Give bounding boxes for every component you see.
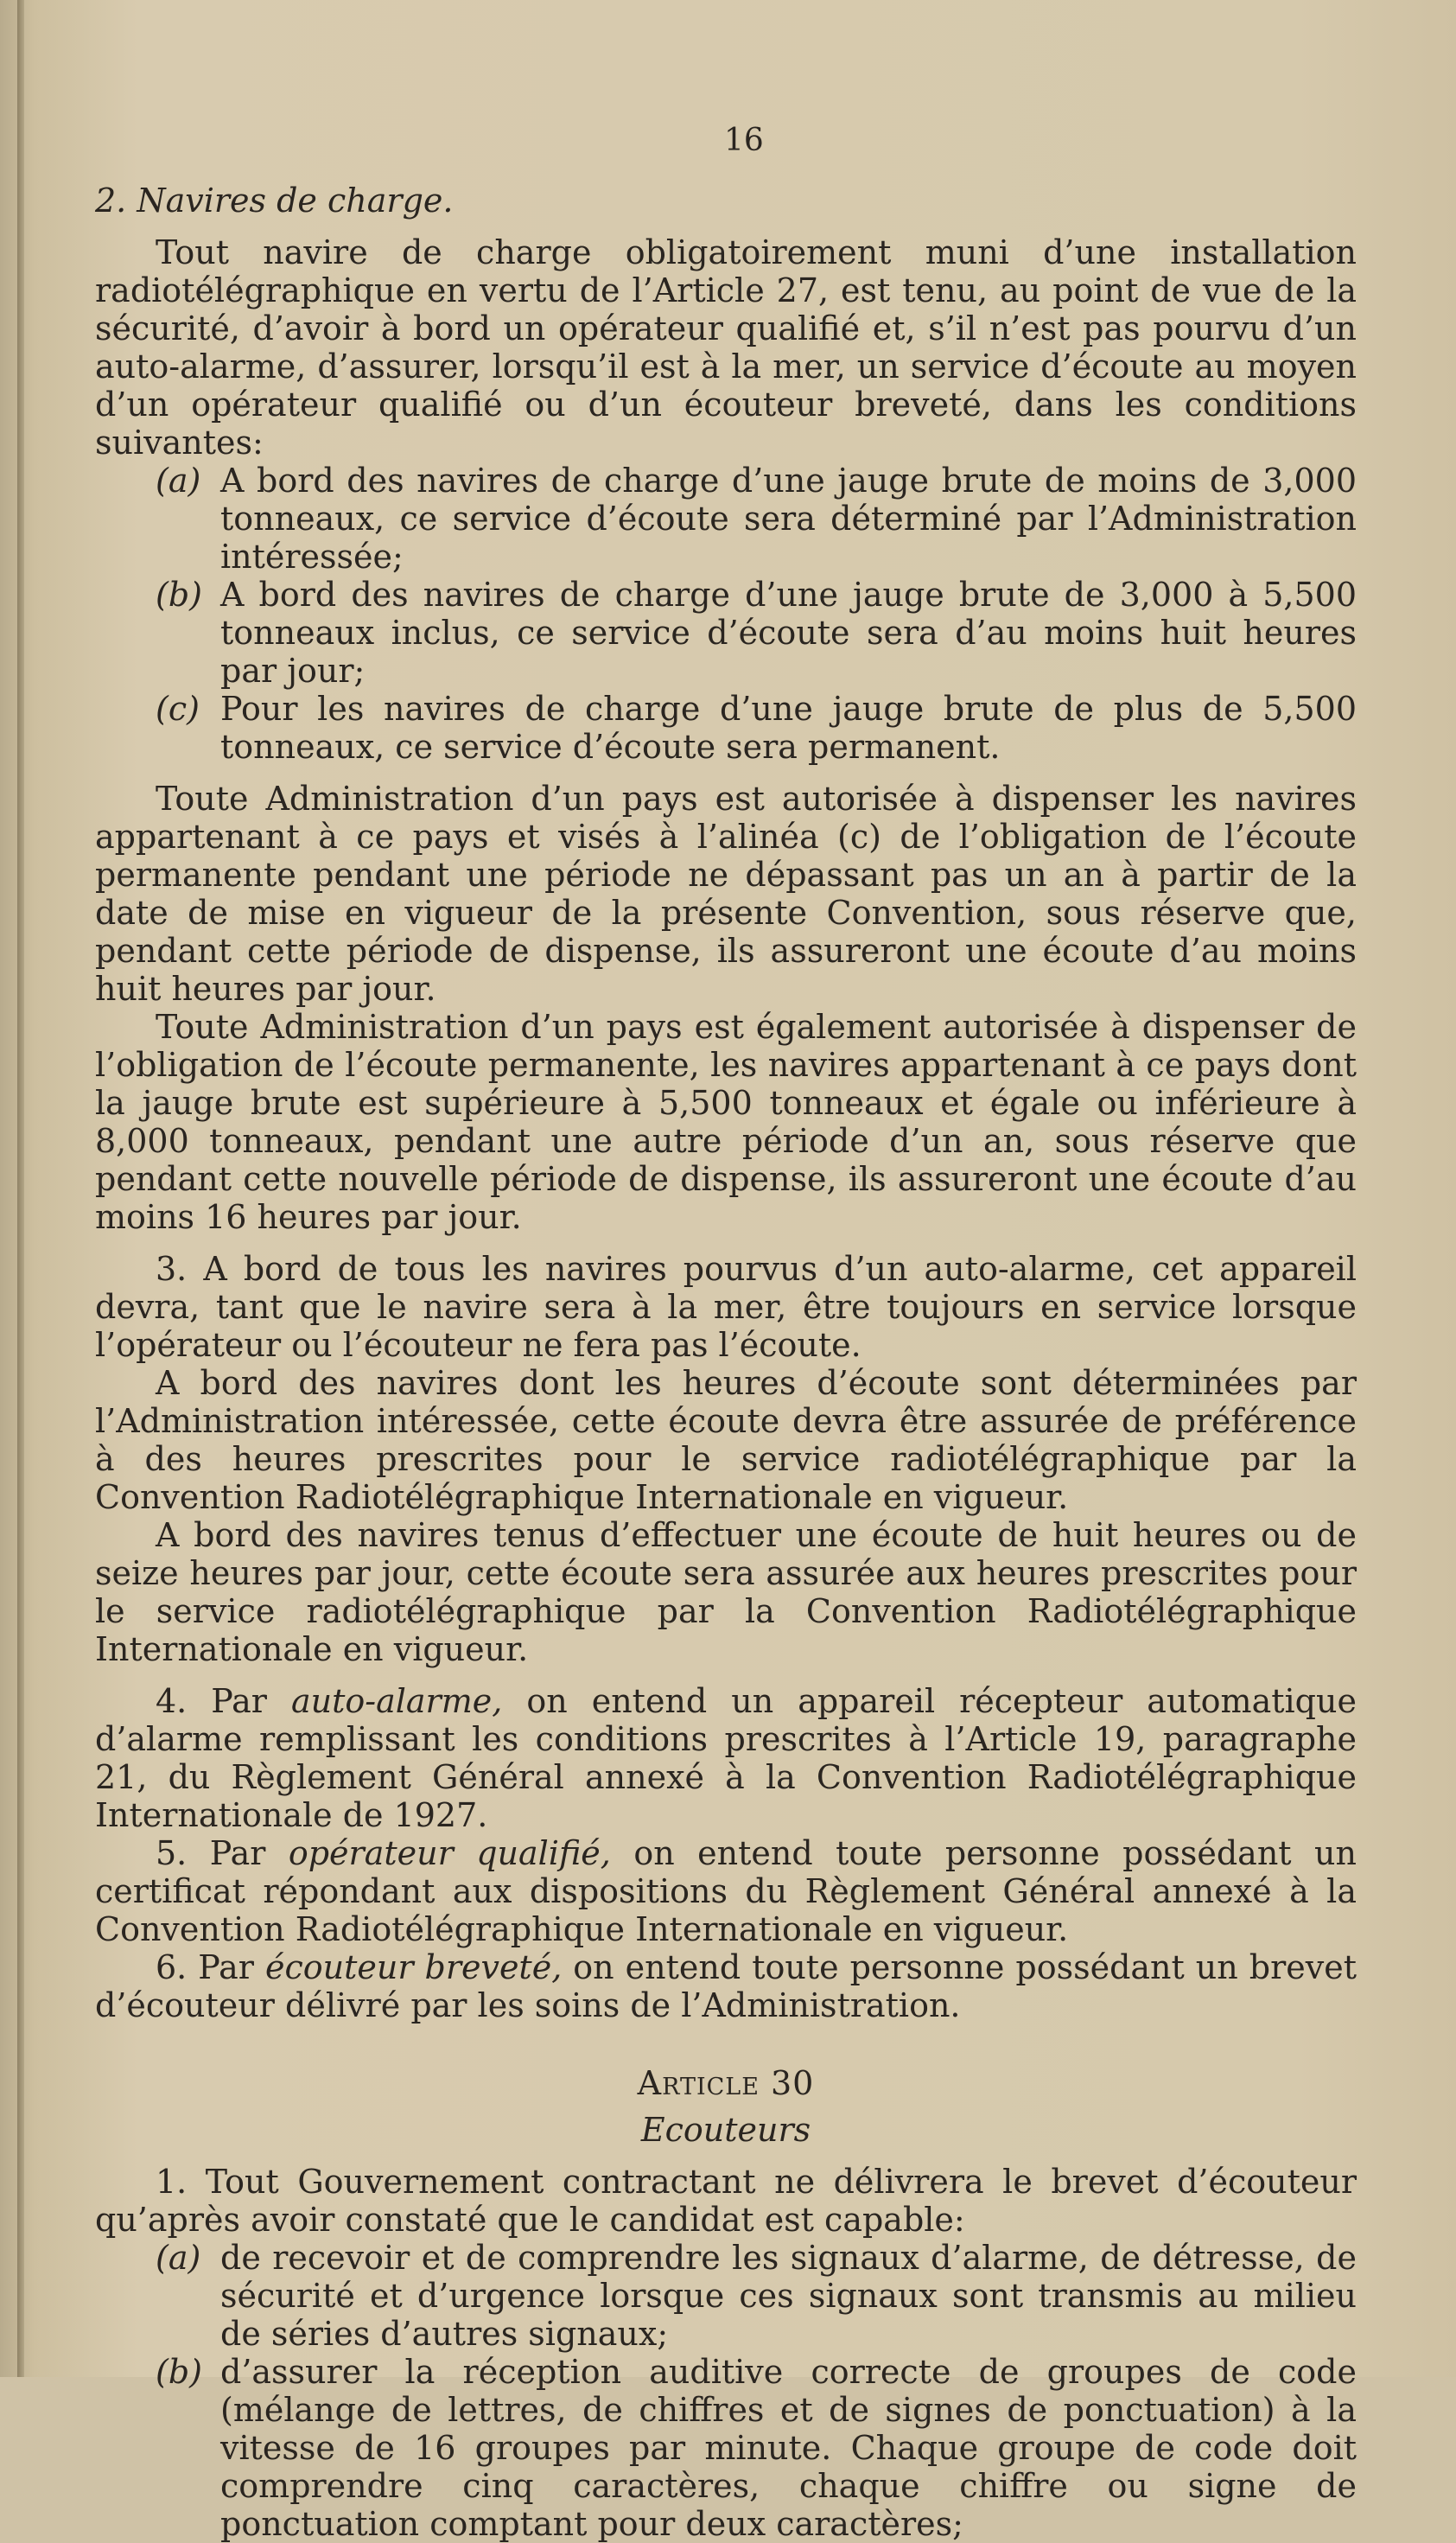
page-number: 16 (724, 123, 764, 158)
list-item-text: Pour les navires de charge d’une jauge brute de plus de 5,500 tonneaux, ce service d’écoute sera permanent. (220, 690, 1357, 766)
list-item-label: (c) (156, 690, 200, 728)
page-body (95, 121, 1357, 2543)
paragraph: Toute Administration d’un pays est également autorisée à dispenser de l’obligation de l’écoute permanente, les navires appartenant à ce pays dont la jauge brute est supérieure à 5,500 tonneaux et égale ou inférieure à 8,000 tonneaux, pendant une autre période d’un an, sous réserve que pendant cette nouvelle période de dispense, ils assureront une écoute d’au moins 16 heures par jour. (95, 1008, 1357, 1236)
list-item (95, 690, 1357, 766)
list-item-text: de recevoir et de comprendre les signaux d’alarme, de détresse, de sécurité et d’urgence lorsque ces signaux sont transmis au milieu de séries d’autres signaux; (220, 2239, 1357, 2353)
definition-operateur-qualifie: 5. Par opérateur qualifié, on entend toute personne possédant un certificat répondant aux dispositions du Règlement Général annexé à la Convention Radiotélégraphique Internationale en vigueur. (95, 1834, 1357, 1948)
paragraph: A bord des navires tenus d’effectuer une écoute de huit heures ou de seize heures par jour, cette écoute sera assurée aux heures prescrites pour le service radiotélégraphique par la Convention Radiotélégraphique Internationale en vigueur. (95, 1516, 1357, 1668)
section-heading-navires-de-charge: 2. Navires de charge. (95, 182, 454, 220)
article-title: Article 30 (637, 2064, 815, 2102)
article-subtitle: Ecouteurs (640, 2111, 811, 2149)
list-item (95, 462, 1357, 576)
list-item-text: A bord des navires de charge d’une jauge brute de moins de 3,000 tonneaux, ce service d’écoute sera déterminé par l’Administration intéressée; (220, 462, 1357, 576)
paragraph: 3. A bord de tous les navires pourvus d’un auto-alarme, cet appareil devra, tant que le navire sera à la mer, être toujours en service lorsque l’opérateur ou l’écouteur ne fera pas l’écoute. (95, 1250, 1357, 1364)
list-item-label: (a) (156, 2239, 201, 2277)
list-item (95, 576, 1357, 690)
page-binding-edge (17, 0, 24, 2377)
list-item-label: (a) (156, 462, 201, 500)
paragraph: 1. Tout Gouvernement contractant ne délivrera le brevet d’écouteur qu’après avoir constaté que le candidat est capable: (95, 2163, 1357, 2239)
paragraph: A bord des navires dont les heures d’écoute sont déterminées par l’Administration intéressée, cette écoute devra être assurée de préférence à des heures prescrites pour le service radiotélégraphique par la Convention Radiotélégraphique Internationale en vigueur. (95, 1364, 1357, 1516)
list-item-label: (b) (156, 576, 202, 614)
paragraph: Toute Administration d’un pays est autorisée à dispenser les navires appartenant à ce pays et visés à l’alinéa (c) de l’obligation de l’écoute permanente pendant une période ne dépassant pas un an à partir de la date de mise en vigueur de la présente Convention, sous réserve que, pendant cette période de dispense, ils assureront une écoute d’au moins huit heures par jour. (95, 780, 1357, 1008)
list-item (95, 2239, 1357, 2353)
definition-ecouteur-brevete: 6. Par écouteur breveté, on entend toute personne possédant un brevet d’écouteur délivré par les soins de l’Administration. (95, 1948, 1357, 2024)
list-item-text: d’assurer la réception auditive correcte de groupes de code (mélange de lettres, de chiffres et de signes de ponctuation) à la vitesse de 16 groupes par minute. Chaque groupe de code doit comprendre cinq caractères, chaque chiffre ou signe de ponctuation comptant pour deux caractères; (220, 2353, 1357, 2543)
definition-auto-alarme: 4. Par auto-alarme, on entend un appareil récepteur automatique d’alarme remplissant les conditions prescrites à l’Article 19, paragraphe 21, du Règlement Général annexé à la Convention Radiotélégraphique Internationale de 1927. (95, 1682, 1357, 1834)
paragraph: Tout navire de charge obligatoirement muni d’une installation radiotélégraphique en vertu de l’Article 27, est tenu, au point de vue de la sécurité, d’avoir à bord un opérateur qualifié et, s’il n’est pas pourvu d’un auto-alarme, d’assurer, lorsqu’il est à la mer, un service d’écoute au moyen d’un opérateur qualifié ou d’un écouteur breveté, dans les conditions suivantes: (95, 233, 1357, 462)
list-item-label: (b) (156, 2353, 202, 2391)
list-item (95, 2353, 1357, 2543)
list-item-text: A bord des navires de charge d’une jauge brute de 3,000 à 5,500 tonneaux inclus, ce service d’écoute sera d’au moins huit heures par jour; (220, 576, 1357, 690)
